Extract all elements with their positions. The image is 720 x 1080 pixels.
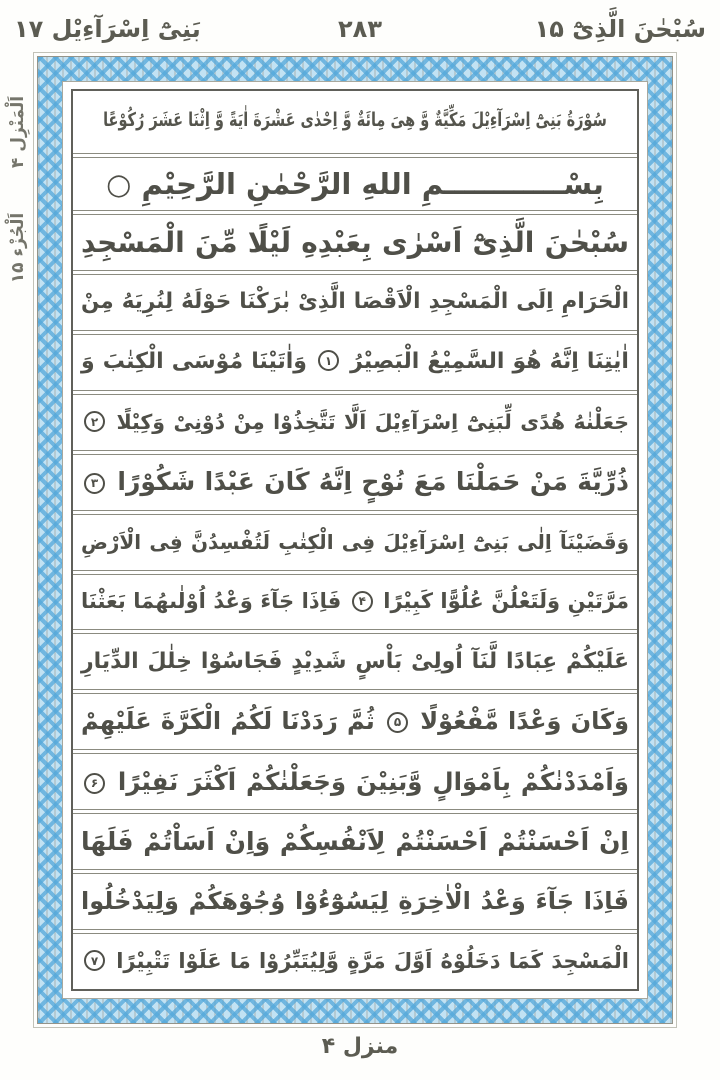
ayah-text-segment: الْحَرَامِ اِلَی الْمَسْجِدِ الْاَقْصَا الَّذِیْ بٰرَکْنَا حَوْلَهُ لِنُرِیَهُ مِنْ xyxy=(81,289,629,315)
quran-line-text xyxy=(81,828,629,856)
verse-end-marker: ۲ xyxy=(84,411,105,432)
verse-end-marker: ۷ xyxy=(84,950,105,971)
ayah-text-segment: فَاِذَا جَآءَ وَعْدُ الْاٰخِرَةِ لِیَسُوْٓءُوْا وُجُوْهَکُمْ وَلِیَدْخُلُوا xyxy=(81,887,629,916)
surah-title-panel xyxy=(81,91,629,153)
header-page-number: ۲۸۳ xyxy=(338,15,382,43)
ayah-text-segment: جَعَلْنٰهُ هُدًی لِّبَنِیْٓ اِسْرَآءِیْلَ اَلَّا تَتَّخِذُوْا مِنْ دُوْنِیْ وَکِیْلًا xyxy=(116,409,630,434)
ayah-text-segment: اِنْ اَحْسَنْتُمْ اَحْسَنْتُمْ لِاَنْفُسِکُمْ وَاِنْ اَسَاْتُمْ فَلَهَا xyxy=(81,826,629,856)
quran-line-text xyxy=(81,590,629,614)
ayah-text-segment: وَکَانَ وَعْدًا مَّفْعُوْلًا xyxy=(420,707,629,736)
verse-end-marker: ۴ xyxy=(352,591,373,612)
quran-line-text xyxy=(81,468,629,496)
header-juz-name: سُبْحٰنَ الَّذِیْٓ ۱۵ xyxy=(534,15,706,43)
quran-line-text xyxy=(81,708,629,735)
bismillah-text: بِسْــــــــــــمِ اللهِ الرَّحْمٰنِ الرَّحِیْمِ ○ xyxy=(106,167,604,201)
ayah-text-segment: عَلَیْکُمْ عِبَادًا لَّنَآ اُولِیْ بَاْسٍ شَدِیْدٍ فَجَاسُوْا خِلٰلَ الدِّیَارِ xyxy=(81,648,629,674)
quran-line-text xyxy=(81,411,629,434)
header-surah-name: بَنِیْٓ اِسْرَآءِیْل ۱۷ xyxy=(14,15,201,43)
ayah-text-segment: سُبْحٰنَ الَّذِیْٓ اَسْرٰی بِعَبْدِهِ لَیْلًا مِّنَ الْمَسْجِدِ xyxy=(81,225,629,259)
quran-line-text xyxy=(81,950,629,974)
margin-juz-label: اَلْجُزْء ۱۵ xyxy=(8,212,29,283)
quran-line-text xyxy=(81,290,629,314)
ayah-text-segment: فَاِذَا جَآءَ وَعْدُ اُوْلٰىهُمَا بَعَثْنَا xyxy=(81,589,342,614)
verse-end-marker: ۳ xyxy=(84,473,105,494)
verse-end-marker: ۱ xyxy=(318,350,339,371)
quran-line xyxy=(81,515,629,570)
inner-sheet xyxy=(62,81,648,999)
ayah-text-segment: وَاٰتَیْنَا مُوْسَی الْکِتٰبَ وَ xyxy=(81,348,307,374)
verse-end-marker: ۵ xyxy=(387,712,408,733)
ayah-text-segment: وَقَضَیْنَآ اِلٰی بَنِیْٓ اِسْرَآءِیْلَ فِی الْکِتٰبِ لَتُفْسِدُنَّ فِی الْاَرْضِ xyxy=(81,529,629,554)
ayah-text-segment: مَرَّتَیْنِ وَلَتَعْلُنَّ عُلُوًّا کَبِیْرًا xyxy=(383,589,629,614)
quran-line xyxy=(81,395,629,450)
text-box xyxy=(71,89,639,991)
ayah-text-segment: ثُمَّ رَدَدْنَا لَکُمُ الْکَرَّةَ عَلَیْهِمْ xyxy=(81,707,375,736)
ayah-text-segment: الْمَسْجِدَ کَمَا دَخَلُوْهُ اَوَّلَ مَرَّةٍ وَّلِیُتَبِّرُوْا مَا عَلَوْا تَتْبِیْرًا xyxy=(116,948,629,973)
footer-manzil-label: منزل ۴ xyxy=(321,1034,399,1059)
ayah-text-segment: ذُرِّیَّةَ مَنْ حَمَلْنَا مَعَ نُوْحٍ اِنَّهُ کَانَ عَبْدًا شَکُوْرًا xyxy=(117,467,629,497)
quran-line xyxy=(81,694,629,749)
quran-line-text xyxy=(81,768,629,795)
quran-line xyxy=(81,754,629,809)
bismillah-row xyxy=(81,158,629,210)
verse-end-marker: ۶ xyxy=(84,773,105,794)
quran-line xyxy=(81,455,629,510)
quran-line xyxy=(81,275,629,330)
ornamental-border-frame xyxy=(37,56,673,1024)
quran-line xyxy=(81,874,629,929)
quran-line-text xyxy=(81,650,629,675)
quran-line xyxy=(81,335,629,390)
quran-line xyxy=(81,814,629,869)
quran-line xyxy=(81,634,629,689)
quran-line-text xyxy=(81,227,629,258)
verse-lines xyxy=(81,215,629,989)
running-header xyxy=(0,8,720,50)
ayah-text-segment: اٰیٰتِنَا اِنَّهُ هُوَ السَّمِیْعُ الْبَصِیْرُ xyxy=(350,348,629,374)
surah-title-calligraphy: سُوْرَةُ بَنِیْٓ اِسْرَآءِیْلَ مَکِّیَّةٌ وَّ هِیَ مِائَةٌ وَّ اِحْدٰی عَشْرَةَ اٰیَةً وَّ اِثْنَا عَشَرَ رُکُوْعًا xyxy=(103,110,607,132)
quran-line-text xyxy=(81,350,629,375)
margin-manzil-label: اَلْمَنْزِل ۴ xyxy=(8,95,28,169)
quran-line xyxy=(81,575,629,630)
quran-line-text xyxy=(81,888,629,915)
ayah-text-segment: وَاَمْدَدْنٰکُمْ بِاَمْوَالٍ وَّبَنِیْنَ وَجَعَلْنٰکُمْ اَکْثَرَ نَفِیْرًا xyxy=(117,767,629,797)
quran-line-text xyxy=(81,531,629,553)
quran-line xyxy=(81,215,629,270)
quran-line xyxy=(81,934,629,989)
